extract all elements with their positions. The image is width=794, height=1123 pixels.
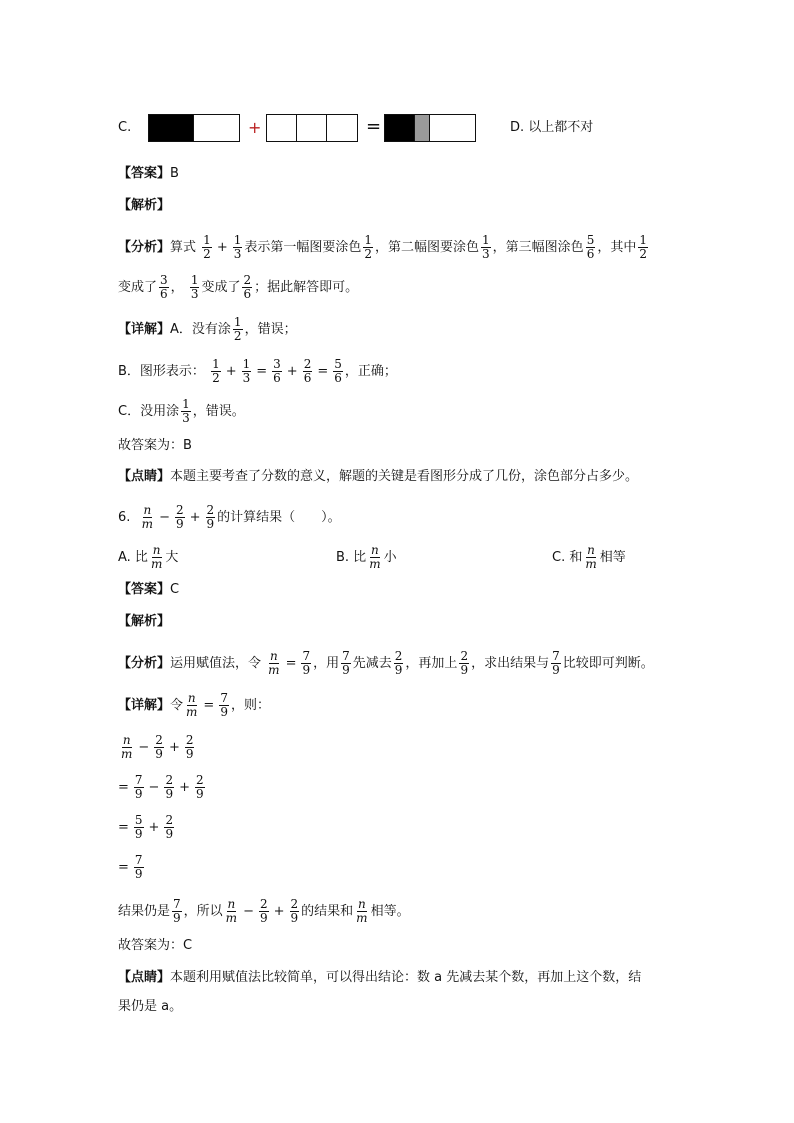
q6-step-4: = $\frac{7}{9}$ bbox=[118, 853, 143, 881]
box-figure-halves bbox=[148, 114, 240, 142]
q6-step-2: = $\frac{7}{9}$ − $\frac{2}{9}$ + $\frac{2}{9}$ bbox=[118, 773, 204, 801]
q6-analysis: 【分析】运用赋值法，令 $\frac{n}{m}$ = $\frac{7}{9}$ ，用 $\frac{7}{9}$ 先减去 $\frac{2}{9}$ ，再加上 $\frac{2}{9}$ ，求出结果与 $\frac{7}{9}$ 比较即可判断。 bbox=[118, 649, 654, 677]
q6-detail-intro: 【详解】令 $\frac{n}{m}$ = $\frac{7}{9}$ ，则： bbox=[118, 691, 270, 719]
q6-result: 结果仍是 $\frac{7}{9}$ ，所以 $\frac{n}{m}$ − $\frac{2}{9}$ + $\frac{2}{9}$ 的结果和 $\frac{n}{m}$ 相等。 bbox=[118, 897, 410, 925]
q5-detail-b: B．图形表示： $\frac{1}{2}$ + $\frac{1}{3}$ = $\frac{3}{6}$ + $\frac{2}{6}$ = $\frac{5}{6}$ ，正确； bbox=[118, 357, 397, 385]
q5-detail-a: 【详解】A．没有涂 $\frac{1}{2}$ ，错误； bbox=[118, 315, 297, 343]
q5-answer: 【答案】B bbox=[118, 166, 179, 181]
q6-step-1: $\frac{n}{m}$ − $\frac{2}{9}$ + $\frac{2}{9}$ bbox=[121, 733, 194, 761]
equals-sign: = bbox=[366, 116, 382, 137]
q5-analysis-tag: 【解析】 bbox=[118, 198, 171, 213]
q6-step-3: = $\frac{5}{9}$ + $\frac{2}{9}$ bbox=[118, 813, 174, 841]
q6-review-line2: 果仍是 a。 bbox=[118, 999, 183, 1014]
q5-analysis-line2: 变成了 $\frac{3}{6}$ ， $\frac{1}{3}$ 变成了 $\frac{2}{6}$ ；据此解答即可。 bbox=[118, 273, 359, 301]
q5-conclusion: 故答案为：B bbox=[118, 438, 192, 453]
q6-conclusion: 故答案为：C bbox=[118, 938, 193, 953]
q5-detail-c: C．没用涂 $\frac{1}{3}$ ，错误。 bbox=[118, 397, 245, 425]
option-d: D. 以上都不对 bbox=[510, 120, 594, 135]
q5-review: 【点睛】本题主要考查了分数的意义，解题的关键是看图形分成了几份，涂色部分占多少。 bbox=[118, 469, 639, 484]
q6-option-c: C. 和 $\frac{n}{m}$ 相等 bbox=[552, 543, 626, 571]
q6-option-a: A. 比 $\frac{n}{m}$ 大 bbox=[118, 543, 179, 571]
box-figure-result bbox=[384, 114, 476, 142]
option-c-label: C. bbox=[118, 120, 132, 135]
q5-analysis-line1: 【分析】算式 $\frac{1}{2}$ + $\frac{1}{3}$ 表示第一幅图要涂色 $\frac{1}{2}$ ，第二幅图要涂色 $\frac{1}{3}$ ，第三幅图涂色 $\frac{5}{6}$ ，其中 $\frac{1}{2}$ bbox=[118, 233, 647, 261]
q6-analysis-tag: 【解析】 bbox=[118, 614, 171, 629]
q6-review-line1: 【点睛】本题利用赋值法比较简单，可以得出结论：数 a 先减去某个数，再加上这个数，结 bbox=[118, 970, 642, 985]
q6-stem: 6. $\frac{n}{m}$ − $\frac{2}{9}$ + $\frac{2}{9}$ 的计算结果（ ）。 bbox=[118, 503, 341, 531]
q6-option-b: B. 比 $\frac{n}{m}$ 小 bbox=[336, 543, 397, 571]
q6-answer: 【答案】C bbox=[118, 582, 180, 597]
box-figure-thirds bbox=[266, 114, 358, 142]
plus-sign: + bbox=[248, 118, 262, 137]
